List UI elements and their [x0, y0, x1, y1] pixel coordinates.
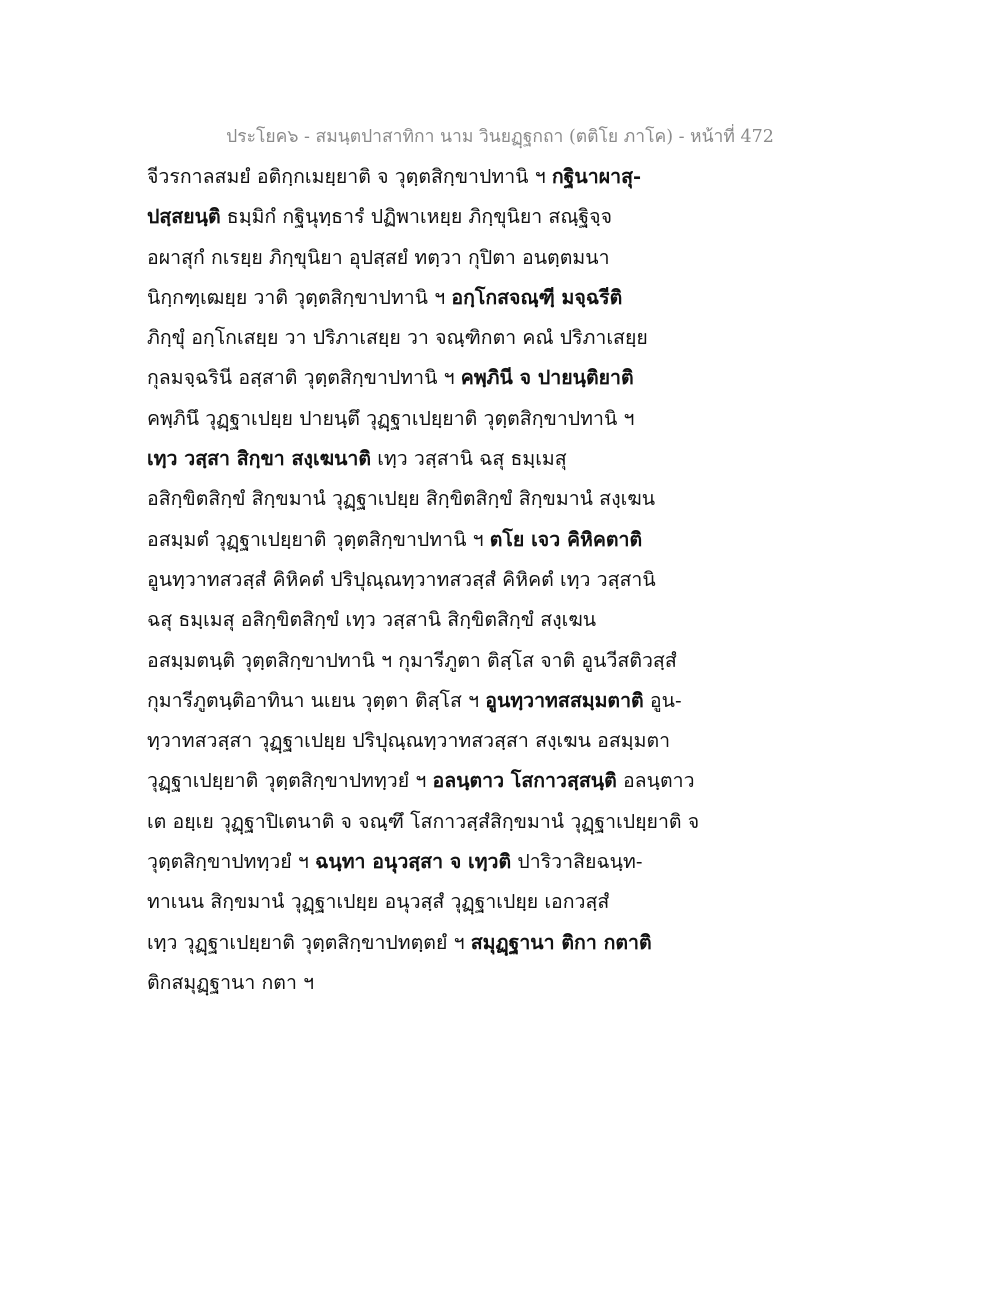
text-line [147, 761, 857, 801]
text-segment: กุมารีภูตนฺติอาทินา นเยน วุตฺตา ติสฺโส ฯ [147, 688, 486, 712]
text-line [147, 560, 857, 600]
text-segment: วุตฺตสิกฺขาปททฺวยํ ฯ [147, 850, 316, 874]
text-line [147, 600, 857, 640]
text-segment: อสิกฺขิตสิกฺขํ สิกฺขมานํ วุฏฺฐาเปยฺย สิกฺขิตสิกฺขํ สิกฺขมานํ สงฺเฆน [147, 487, 656, 511]
text-line [147, 641, 857, 681]
text-segment: ปาริวาสิยฉนฺท- [511, 850, 643, 874]
text-segment: ทฺวาทสวสฺสา วุฏฺฐาเปยฺย ปริปุณฺณทฺวาทสวสฺสา สงฺเฆน อสมฺมตา [147, 729, 671, 753]
text-segment: เทฺว วุฏฺฐาเปยฺยาติ วุตฺตสิกฺขาปทตฺตยํ ฯ [147, 930, 471, 954]
bold-term: สมุฏฺฐานา ติกา กตาติ [470, 930, 652, 954]
text-segment: อูนทฺวาทสวสฺสํ คิหิคตํ ปริปุณฺณทฺวาทสวสฺสํ คิหิคตํ เทฺว วสฺสานิ [147, 567, 656, 591]
text-line [147, 882, 857, 922]
text-segment: ฉสุ ธมฺเมสุ อสิกฺขิตสิกฺขํ เทฺว วสฺสานิ สิกฺขิตสิกฺขํ สงฺเฆน [147, 608, 597, 632]
bold-term: กฐินาผาสุ- [551, 165, 642, 188]
body-text [147, 157, 857, 1003]
text-line [147, 681, 857, 721]
text-segment: นิกฺกฑฺเฒยฺย วาติ วุตฺตสิกฺขาปทานิ ฯ [147, 285, 452, 309]
text-segment: ทาเนน สิกฺขมานํ วุฏฺฐาเปยฺย อนุวสฺสํ วุฏฺฐาเปยฺย เอกวสฺสํ [147, 890, 610, 914]
text-segment: อผาสุกํ กเรยฺย ภิกฺขุนิยา อุปสฺสยํ ทตฺวา กุปิตา อนตฺตมนา [147, 245, 610, 269]
text-segment: อลนฺตาว [616, 769, 695, 793]
text-segment: อูน- [643, 688, 682, 712]
text-segment: ธมฺมิกํ กฐินุทฺธารํ ปฏิพาเหยฺย ภิกฺขุนิยา สณฺฐิจฺจ [220, 205, 613, 229]
text-segment: อสมฺมตนฺติ วุตฺตสิกฺขาปทานิ ฯ กุมารีภูตา ติสฺโส จาติ อูนวีสติวสฺสํ [147, 648, 677, 672]
bold-term: ปสฺสยนฺติ [147, 205, 221, 229]
text-segment: กุลมจฺฉรินี อสฺสาติ วุตฺตสิกฺขาปทานิ ฯ [147, 366, 461, 390]
text-line [147, 197, 857, 237]
text-line [147, 842, 857, 882]
text-segment: เทฺว วสฺสานิ ฉสุ ธมฺเมสุ [371, 447, 567, 471]
text-line [147, 318, 857, 358]
text-segment: จีวรกาลสมยํ อติกฺกเมยฺยาติ จ วุตฺตสิกฺขาปทานิ ฯ [147, 165, 552, 188]
text-segment: อสมฺมตํ วุฏฺฐาเปยฺยาติ วุตฺตสิกฺขาปทานิ ฯ [147, 527, 490, 551]
bold-term: อกฺโกสจณฺฑีฺ มจฺฉรีติ [451, 285, 623, 309]
text-line [147, 358, 857, 398]
text-line [147, 157, 857, 197]
text-line [147, 479, 857, 519]
bold-term: ตโย เจว คิหิคตาติ [489, 527, 643, 551]
bold-term: เทฺว วสฺสา สิกฺขา สงฺเฆนาติ [147, 447, 372, 471]
text-segment: ภิกฺขุํ อกฺโกเสยฺย วา ปริภาเสยฺย วา จณฺฑิกตา คณํ ปริภาเสยฺย [147, 326, 648, 350]
bold-term: ฉนฺทา อนุวสฺสา จ เทฺวติ [315, 850, 512, 874]
bold-term: คพฺภินี จ ปายนฺติยาติ [460, 366, 634, 390]
text-segment: เต อยฺเย วุฏฺฐาปิเตนาติ จ จณฺฑึ โสกาวสฺสํสิกฺขมานํ วุฏฺฐาเปยฺยาติ จ [147, 809, 700, 833]
bold-term: อูนทฺวาทสสมฺมตาติ [485, 688, 644, 712]
text-segment: วุฏฺฐาเปยฺยาติ วุตฺตสิกฺขาปททฺวยํ ฯ [147, 769, 433, 793]
text-line [147, 278, 857, 318]
text-segment: ติกสมุฏฺฐานา กตา ฯ [147, 970, 315, 994]
text-line [147, 439, 857, 479]
text-line [147, 238, 857, 278]
text-line [147, 399, 857, 439]
text-line [147, 923, 857, 963]
bold-term: อลนฺตาว โสกาวสฺสนฺติ [432, 769, 617, 793]
text-line [147, 963, 857, 1003]
page-header: ประโยค๖ - สมนฺตปาสาทิกา นาม วินยฏฺฐกถา (ตติโย ภาโค) - หน้าที่ 472 [226, 127, 774, 147]
text-segment: คพฺภินึ วุฏฺฐาเปยฺย ปายนฺตึ วุฏฺฐาเปยฺยาติ วุตฺตสิกฺขาปทานิ ฯ [147, 406, 635, 430]
text-line [147, 802, 857, 842]
text-line [147, 721, 857, 761]
text-line [147, 520, 857, 560]
